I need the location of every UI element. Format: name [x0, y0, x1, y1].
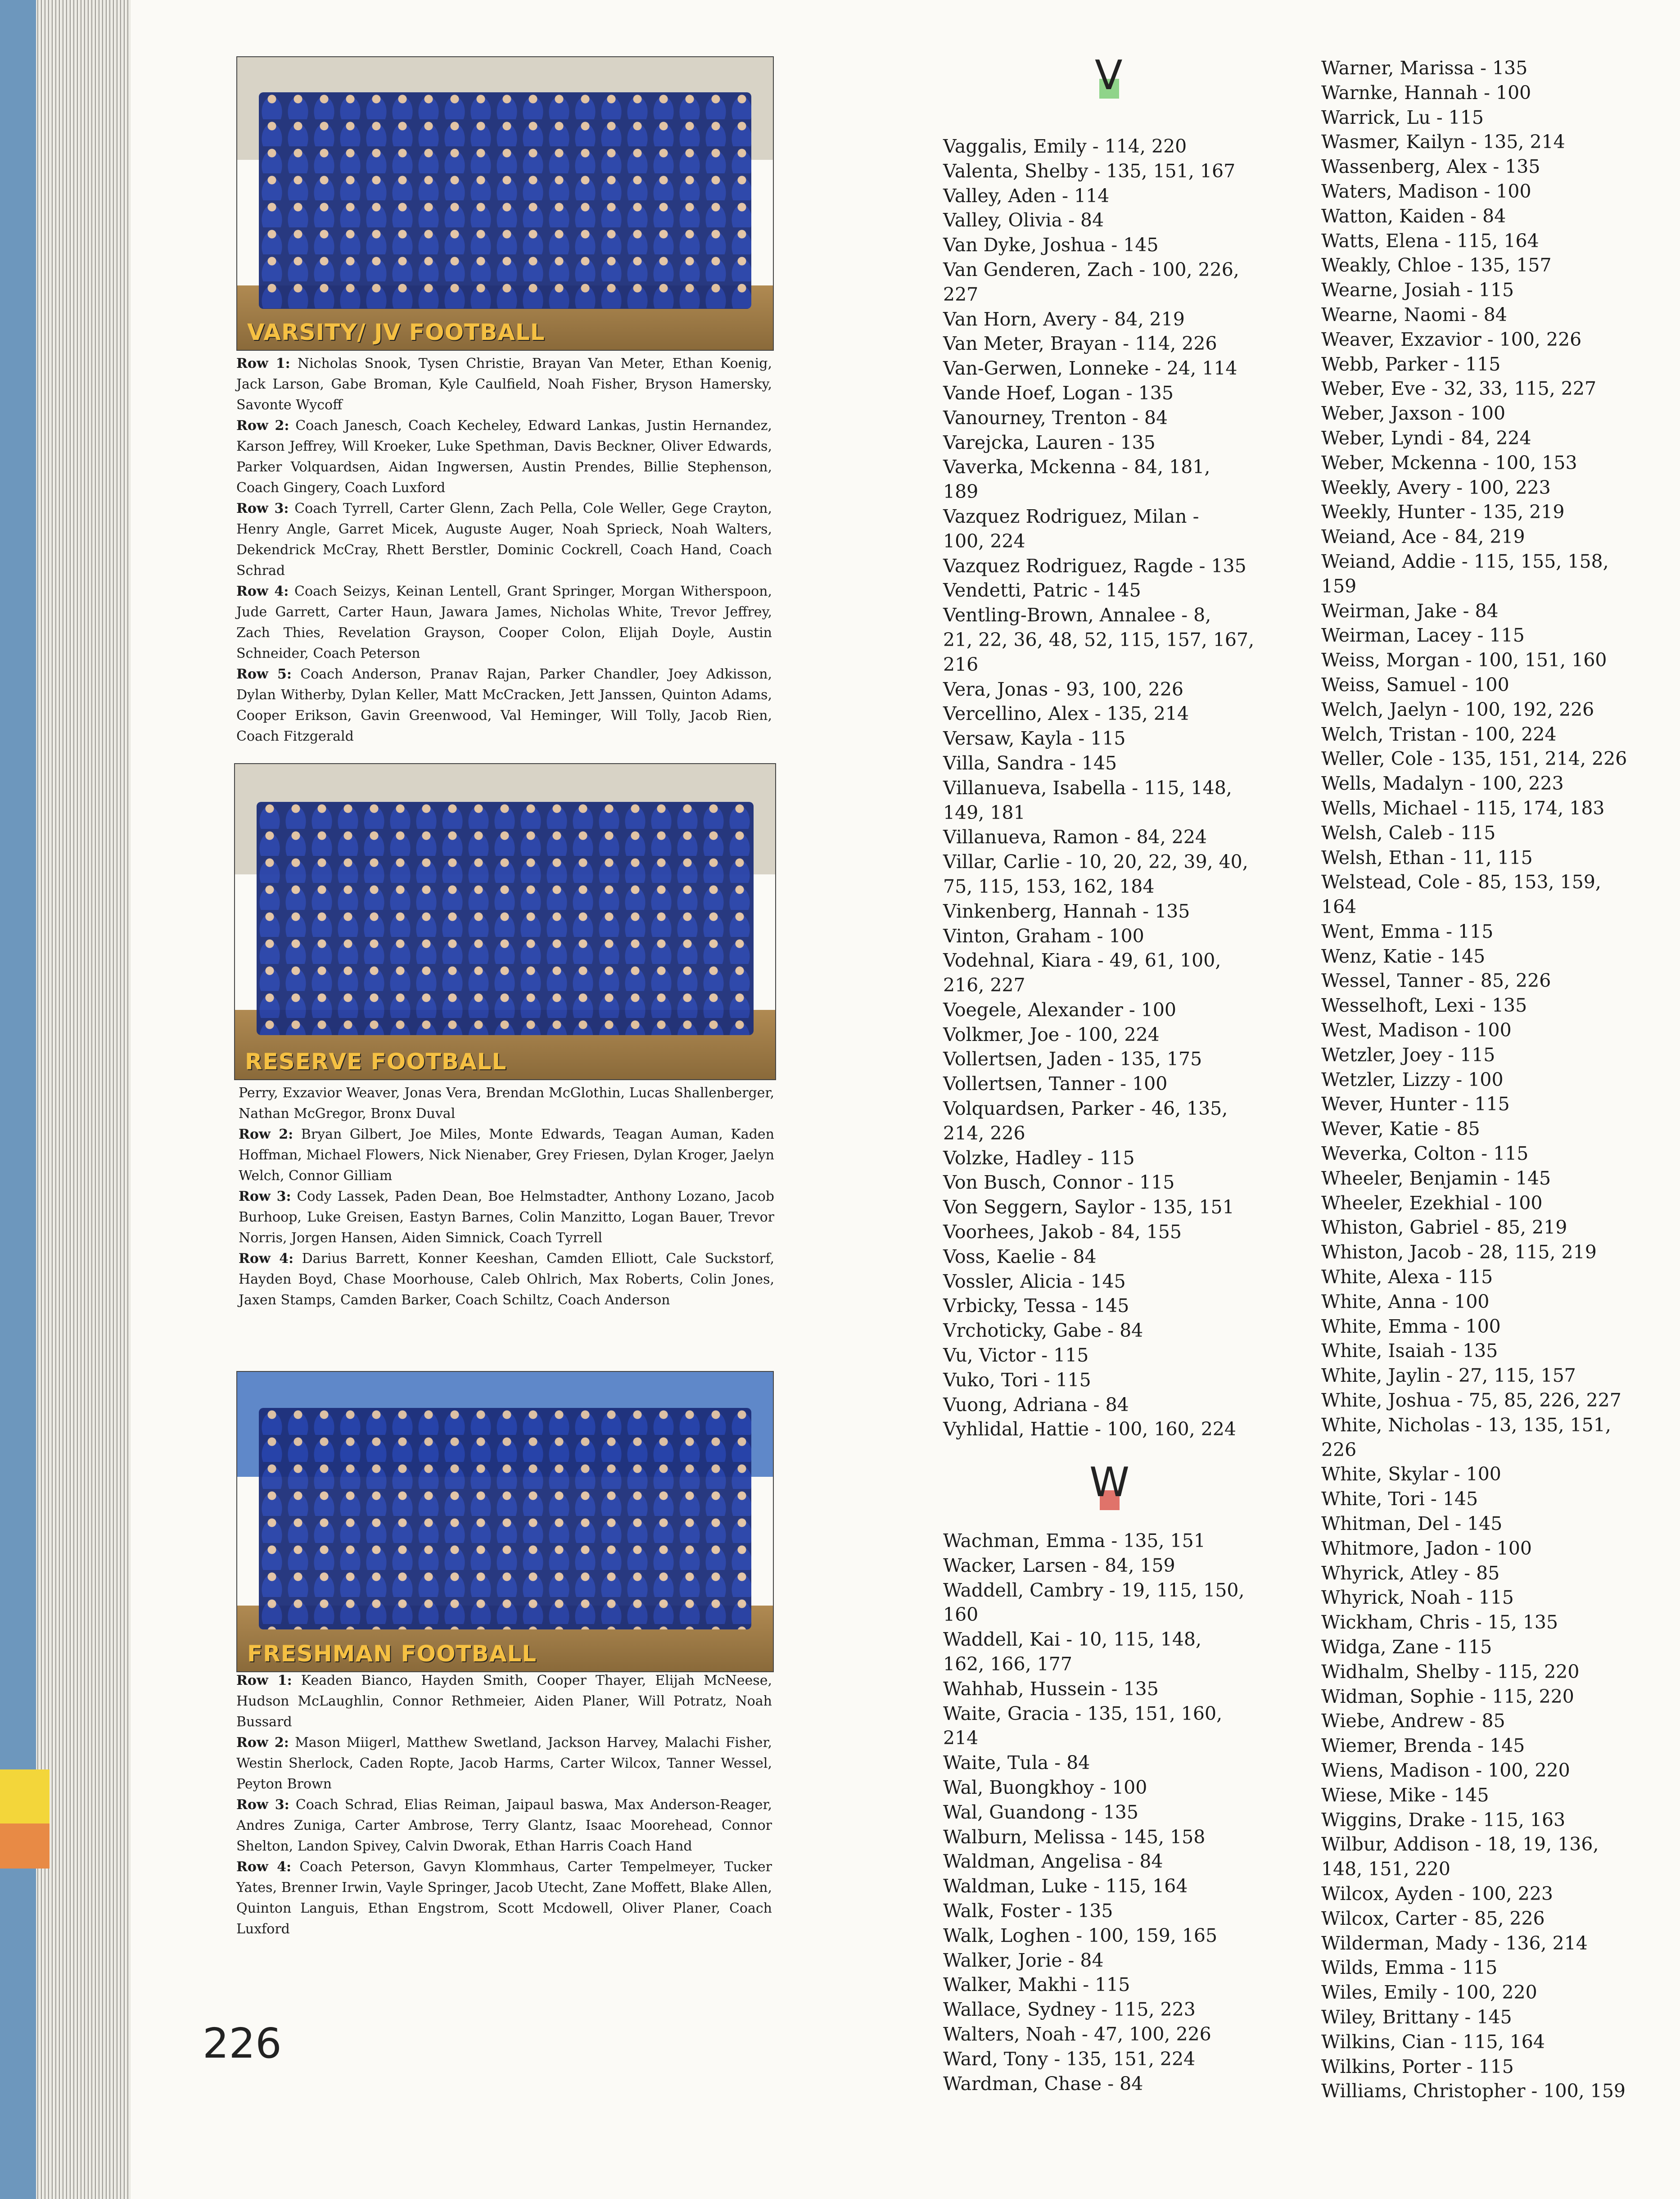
- index-entry: Wilkins, Porter - 115: [1321, 2055, 1514, 2077]
- index-entry: Weverka, Colton - 115: [1321, 1143, 1529, 1165]
- index-entry: Went, Emma - 115: [1321, 920, 1494, 942]
- index-entry: Vuko, Tori - 115: [943, 1369, 1091, 1391]
- index-entry: Weirman, Lacey - 115: [1321, 624, 1525, 647]
- index-entry: Wal, Buongkhoy - 100: [943, 1776, 1147, 1798]
- index-entry: Waite, Tula - 84: [943, 1752, 1090, 1774]
- index-column-v: [943, 134, 1312, 1442]
- index-entry: Versaw, Kayla - 115: [943, 728, 1126, 750]
- index-entry: White, Joshua - 75, 85, 226, 227: [1321, 1389, 1621, 1412]
- caption-row: Perry, Exzavior Weaver, Jonas Vera, Brendan McGlothin, Lucas Shallenberger, Nathan McGregor, Bronx Duval: [239, 1085, 774, 1122]
- index-entry: White, Emma - 100: [1321, 1315, 1501, 1337]
- index-entry: Wessel, Tanner - 85, 226: [1321, 970, 1551, 992]
- index-entry: White, Alexa - 115: [1321, 1266, 1493, 1288]
- index-entry: West, Madison - 100: [1321, 1019, 1512, 1041]
- index-entry: Wal, Guandong - 135: [943, 1801, 1138, 1823]
- caption-reserve: [239, 1083, 774, 1311]
- index-entry: Valley, Aden - 114: [943, 185, 1110, 207]
- index-entry: Valenta, Shelby - 135, 151, 167: [943, 160, 1236, 182]
- index-entry: Vodehnal, Kiara - 49, 61, 100,: [943, 950, 1221, 972]
- index-entry: Vyhlidal, Hattie - 100, 160, 224: [943, 1418, 1236, 1440]
- index-entry: Welch, Jaelyn - 100, 192, 226: [1321, 698, 1594, 720]
- index-entry: Wilderman, Mady - 136, 214: [1321, 1932, 1588, 1954]
- index-entry: Weakly, Chloe - 135, 157: [1321, 254, 1552, 276]
- index-entry: Waters, Madison - 100: [1321, 180, 1531, 202]
- index-entry: White, Jaylin - 27, 115, 157: [1321, 1365, 1576, 1387]
- index-entry: Whyrick, Atley - 85: [1321, 1562, 1500, 1584]
- index-entry: Von Seggern, Saylor - 135, 151: [943, 1196, 1234, 1218]
- index-entry: Weiss, Morgan - 100, 151, 160: [1321, 649, 1607, 671]
- index-entry: Vera, Jonas - 93, 100, 226: [943, 678, 1183, 700]
- team-title-reserve: RESERVE FOOTBALL: [245, 1049, 507, 1075]
- index-entry: Voegele, Alexander - 100: [943, 999, 1176, 1021]
- index-entry: Whiston, Jacob - 28, 115, 219: [1321, 1241, 1597, 1263]
- index-entry: Wahhab, Hussein - 135: [943, 1678, 1159, 1700]
- index-entry: 148, 151, 220: [1321, 1858, 1450, 1880]
- index-entry: Whitman, Del - 145: [1321, 1513, 1503, 1535]
- index-entry: Welsh, Caleb - 115: [1321, 822, 1496, 844]
- caption-row: Row 2: Coach Janesch, Coach Kecheley, Edward Lankas, Justin Hernandez, Karson Jeffrey, Will Kroeker, Luke Spethman, Davis Beckner, Oliver Edwards, Parker Volquardsen, Aidan Ingwersen, Austin Prendes, Billie Stephenson, Coach Gingery, Coach Luxford: [236, 418, 772, 496]
- index-entry: 227: [943, 283, 979, 305]
- index-entry: Wiens, Madison - 100, 220: [1321, 1759, 1570, 1781]
- index-entry: Weaver, Exzavior - 100, 226: [1321, 328, 1582, 350]
- index-entry: Webb, Parker - 115: [1321, 353, 1501, 375]
- index-entry: Wiebe, Andrew - 85: [1321, 1710, 1505, 1732]
- index-entry: Villa, Sandra - 145: [943, 752, 1117, 774]
- index-entry: Warnke, Hannah - 100: [1321, 81, 1531, 104]
- index-entry: Wever, Hunter - 115: [1321, 1093, 1510, 1115]
- team-photo-reserve: [234, 763, 776, 1080]
- index-entry: Wilbur, Addison - 18, 19, 136,: [1321, 1833, 1599, 1855]
- index-entry: Ward, Tony - 135, 151, 224: [943, 2048, 1196, 2070]
- index-entry: Waddell, Kai - 10, 115, 148,: [943, 1629, 1202, 1651]
- index-entry: Van Dyke, Joshua - 145: [943, 234, 1159, 256]
- index-entry: Weirman, Jake - 84: [1321, 600, 1499, 622]
- index-entry: Wenz, Katie - 145: [1321, 945, 1486, 967]
- caption-row: Row 3: Coach Schrad, Elias Reiman, Jaipaul baswa, Max Anderson-Reager, Andres Zuniga, Carter Ambrose, Terry Glantz, Isaac Moorehead, Connor Shelton, Landon Spivey, Calvin Dworak, Ethan Harris Coach Hand: [236, 1797, 772, 1854]
- index-entry: Waldman, Luke - 115, 164: [943, 1875, 1188, 1897]
- caption-varsity: [236, 353, 772, 747]
- index-entry: Von Busch, Connor - 115: [943, 1172, 1175, 1194]
- index-entry: Weiss, Samuel - 100: [1321, 674, 1509, 696]
- index-entry: Vercellino, Alex - 135, 214: [943, 703, 1189, 725]
- index-entry: Wiles, Emily - 100, 220: [1321, 1982, 1537, 2004]
- index-entry: Varejcka, Lauren - 135: [943, 431, 1156, 453]
- team-photo-freshman: [236, 1371, 774, 1672]
- team-title-freshman: FRESHMAN FOOTBALL: [247, 1641, 537, 1667]
- caption-row: Row 3: Coach Tyrrell, Carter Glenn, Zach Pella, Cole Weller, Gege Crayton, Henry Angle, Garret Micek, Auguste Auger, Noah Sprieck, Noah Walters, Dekendrick McCray, Rhett Berstler, Dominic Cockrell, Coach Hand, Coach Schrad: [236, 501, 772, 579]
- index-entry: 75, 115, 153, 162, 184: [943, 875, 1155, 897]
- index-entry: Wetzler, Lizzy - 100: [1321, 1068, 1504, 1090]
- index-entry: 214: [943, 1727, 979, 1749]
- index-entry: Warner, Marissa - 135: [1321, 57, 1528, 79]
- index-entry: Watton, Kaiden - 84: [1321, 205, 1506, 227]
- index-entry: Valley, Olivia - 84: [943, 209, 1104, 231]
- index-entry: Walters, Noah - 47, 100, 226: [943, 2023, 1211, 2045]
- index-entry: Weller, Cole - 135, 151, 214, 226: [1321, 748, 1627, 770]
- index-entry: Waddell, Cambry - 19, 115, 150,: [943, 1579, 1245, 1601]
- index-entry: Whiston, Gabriel - 85, 219: [1321, 1217, 1567, 1239]
- index-entry: Wiese, Mike - 145: [1321, 1784, 1489, 1806]
- index-entry: Villar, Carlie - 10, 20, 22, 39, 40,: [943, 851, 1248, 873]
- index-entry: 159: [1321, 575, 1357, 597]
- index-entry: Weber, Jaxson - 100: [1321, 403, 1506, 425]
- index-entry: Weekly, Hunter - 135, 219: [1321, 501, 1565, 523]
- index-entry: Villanueva, Isabella - 115, 148,: [943, 777, 1232, 799]
- index-entry: Wickham, Chris - 15, 135: [1321, 1611, 1558, 1633]
- index-entry: Voss, Kaelie - 84: [943, 1245, 1097, 1267]
- index-entry: Vazquez Rodriguez, Milan -: [943, 505, 1199, 527]
- index-entry: Volkmer, Joe - 100, 224: [943, 1023, 1160, 1045]
- index-entry: Wiley, Brittany - 145: [1321, 2006, 1512, 2028]
- index-entry: Vossler, Alicia - 145: [943, 1270, 1126, 1292]
- index-entry: 214, 226: [943, 1122, 1025, 1144]
- index-entry: Vu, Victor - 115: [943, 1344, 1089, 1366]
- index-entry: Voorhees, Jakob - 84, 155: [943, 1221, 1182, 1243]
- index-entry: White, Isaiah - 135: [1321, 1340, 1498, 1362]
- index-entry: Wells, Madalyn - 100, 223: [1321, 773, 1564, 795]
- caption-row: Row 2: Bryan Gilbert, Joe Miles, Monte Edwards, Teagan Auman, Kaden Hoffman, Michael Flowers, Nick Nienaber, Grey Friesen, Dylan Kroger, Jaelyn Welch, Connor Gilliam: [239, 1127, 774, 1184]
- caption-freshman: [236, 1670, 772, 1940]
- index-entry: Vollertsen, Jaden - 135, 175: [943, 1048, 1202, 1070]
- index-entry: Wever, Katie - 85: [1321, 1118, 1480, 1140]
- index-entry: Wilkins, Cian - 115, 164: [1321, 2031, 1545, 2053]
- index-entry: Whitmore, Jadon - 100: [1321, 1537, 1532, 1559]
- index-entry: Wasmer, Kailyn - 135, 214: [1321, 131, 1565, 153]
- index-entry: Vrbicky, Tessa - 145: [943, 1295, 1129, 1317]
- index-entry: 226: [1321, 1439, 1357, 1461]
- caption-row: Row 4: Darius Barrett, Konner Keeshan, Camden Elliott, Cale Suckstorf, Hayden Boyd, Chase Moorhouse, Caleb Ohlrich, Max Roberts, Colin Jones, Jaxen Stamps, Camden Barker, Coach Schiltz, Coach Anderson: [239, 1251, 774, 1308]
- index-entry: Wallace, Sydney - 115, 223: [943, 1999, 1196, 2021]
- index-entry: Waite, Gracia - 135, 151, 160,: [943, 1702, 1223, 1724]
- index-entry: White, Tori - 145: [1321, 1488, 1478, 1510]
- caption-row: Row 4: Coach Peterson, Gavyn Klommhaus, Carter Tempelmeyer, Tucker Yates, Brenner Irwin, Vayle Springer, Jacob Utecht, Zane Moffett, Blake Allen, Quinton Languis, Ethan Engstrom, Scott Mcdowell, Oliver Planer, Coach Luxford: [236, 1859, 772, 1937]
- index-entry: Weiand, Ace - 84, 219: [1321, 526, 1525, 548]
- index-entry: Vollertsen, Tanner - 100: [943, 1073, 1168, 1095]
- team-title-varsity: VARSITY/ JV FOOTBALL: [247, 319, 545, 345]
- index-entry: White, Anna - 100: [1321, 1290, 1490, 1312]
- index-column-w: [943, 1529, 1312, 2096]
- index-entry: Wacker, Larsen - 84, 159: [943, 1554, 1175, 1576]
- index-entry: Van Meter, Brayan - 114, 226: [943, 333, 1217, 355]
- index-entry: Wassenberg, Alex - 135: [1321, 156, 1540, 178]
- index-entry: Vuong, Adriana - 84: [943, 1394, 1129, 1416]
- index-entry: Wiggins, Drake - 115, 163: [1321, 1809, 1566, 1831]
- index-entry: Walker, Jorie - 84: [943, 1949, 1104, 1971]
- index-entry: Walburn, Melissa - 145, 158: [943, 1826, 1206, 1848]
- page-edges: [36, 0, 131, 2199]
- index-entry: Wearne, Josiah - 115: [1321, 279, 1514, 301]
- index-entry: Van Horn, Avery - 84, 219: [943, 308, 1185, 330]
- index-entry: Volzke, Hadley - 115: [943, 1147, 1135, 1169]
- index-entry: Wiemer, Brenda - 145: [1321, 1735, 1525, 1757]
- index-entry: 216, 227: [943, 974, 1025, 996]
- index-entry: 162, 166, 177: [943, 1653, 1072, 1675]
- index-entry: Vrchoticky, Gabe - 84: [943, 1320, 1143, 1342]
- caption-row: Row 1: Nicholas Snook, Tysen Christie, Brayan Van Meter, Ethan Koenig, Jack Larson, Gabe Broman, Kyle Caulfield, Noah Fisher, Bryson Hamersky, Savonte Wycoff: [236, 356, 772, 413]
- index-entry: 149, 181: [943, 801, 1025, 823]
- index-entry: Welstead, Cole - 85, 153, 159,: [1321, 871, 1601, 893]
- caption-row: Row 4: Coach Seizys, Keinan Lentell, Grant Springer, Morgan Witherspoon, Jude Garrett, Carter Haun, Jawara James, Nicholas White, Trevor Jeffrey, Zach Thies, Revelation Grayson, Cooper Colon, Elijah Doyle, Austin Schneider, Coach Peterson: [236, 584, 772, 661]
- index-entry: 100, 224: [943, 530, 1025, 552]
- index-entry: Wheeler, Ezekhial - 100: [1321, 1192, 1543, 1214]
- caption-row: Row 2: Mason Miigerl, Matthew Swetland, Jackson Harvey, Malachi Fisher, Westin Sherlock, Caden Ropte, Jacob Harms, Carter Wilcox, Tanner Wessel, Peyton Brown: [236, 1735, 772, 1792]
- index-entry: 160: [943, 1604, 979, 1626]
- index-entry: Vande Hoef, Logan - 135: [943, 382, 1174, 404]
- index-entry: Welsh, Ethan - 11, 115: [1321, 846, 1533, 869]
- caption-row: Row 5: Coach Anderson, Pranav Rajan, Parker Chandler, Joey Adkisson, Dylan Witherby, Dylan Keller, Matt McCracken, Jett Janssen, Quinton Adams, Cooper Erikson, Gavin Greenwood, Val Heminger, Will Tolly, Jacob Rien, Coach Fitzgerald: [236, 666, 772, 744]
- index-entry: Widman, Sophie - 115, 220: [1321, 1685, 1574, 1707]
- index-entry: Wilds, Emma - 115: [1321, 1957, 1498, 1979]
- index-entry: Welch, Tristan - 100, 224: [1321, 723, 1557, 745]
- caption-row: Row 1: Keaden Bianco, Hayden Smith, Cooper Thayer, Elijah McNeese, Hudson McLaughlin, Connor Rethmeier, Aiden Planer, Will Potratz, Noah Bussard: [236, 1673, 772, 1730]
- index-entry: Vaverka, Mckenna - 84, 181,: [943, 456, 1210, 478]
- index-entry: Wachman, Emma - 135, 151: [943, 1530, 1206, 1552]
- index-entry: Vendetti, Patric - 145: [943, 579, 1141, 602]
- index-entry: Walker, Makhi - 115: [943, 1974, 1130, 1996]
- index-entry: Wearne, Naomi - 84: [1321, 303, 1507, 326]
- index-entry: Weber, Mckenna - 100, 153: [1321, 452, 1577, 474]
- index-entry: Wilcox, Ayden - 100, 223: [1321, 1882, 1554, 1905]
- index-entry: Whyrick, Noah - 115: [1321, 1587, 1514, 1609]
- index-letter-v: V: [1095, 52, 1123, 99]
- team-photo-varsity: [236, 56, 774, 351]
- index-entry: Vinkenberg, Hannah - 135: [943, 900, 1190, 922]
- index-entry: Widga, Zane - 115: [1321, 1636, 1492, 1658]
- index-entry: Van-Gerwen, Lonneke - 24, 114: [943, 357, 1237, 380]
- index-entry: Vanourney, Trenton - 84: [943, 407, 1168, 429]
- orange-stripe: [0, 1823, 50, 1869]
- index-entry: Widhalm, Shelby - 115, 220: [1321, 1661, 1580, 1683]
- index-entry: White, Nicholas - 13, 135, 151,: [1321, 1414, 1611, 1436]
- index-entry: Walk, Loghen - 100, 159, 165: [943, 1924, 1218, 1946]
- index-entry: Wardman, Chase - 84: [943, 2072, 1143, 2095]
- index-entry: White, Skylar - 100: [1321, 1463, 1501, 1485]
- index-column-w-continued: [1321, 56, 1672, 2104]
- index-entry: Wesselhoft, Lexi - 135: [1321, 995, 1527, 1017]
- index-entry: Weekly, Avery - 100, 223: [1321, 476, 1551, 498]
- index-entry: Wetzler, Joey - 115: [1321, 1044, 1495, 1066]
- index-entry: Weber, Lyndi - 84, 224: [1321, 427, 1531, 449]
- index-entry: Vazquez Rodriguez, Ragde - 135: [943, 555, 1246, 577]
- book-spine: [0, 0, 36, 2199]
- page-number: 226: [203, 2019, 282, 2068]
- index-entry: Watts, Elena - 115, 164: [1321, 230, 1539, 252]
- index-entry: Wheeler, Benjamin - 145: [1321, 1167, 1551, 1189]
- index-entry: 21, 22, 36, 48, 52, 115, 157, 167,: [943, 629, 1255, 651]
- index-entry: Warrick, Lu - 115: [1321, 106, 1484, 128]
- index-entry: Weiand, Addie - 115, 155, 158,: [1321, 550, 1609, 572]
- index-entry: Vinton, Graham - 100: [943, 925, 1144, 947]
- index-entry: Volquardsen, Parker - 46, 135,: [943, 1098, 1228, 1120]
- index-letter-w: W: [1089, 1459, 1129, 1506]
- index-entry: Williams, Christopher - 100, 159: [1321, 2080, 1626, 2102]
- caption-row: Row 3: Cody Lassek, Paden Dean, Boe Helmstadter, Anthony Lozano, Jacob Burhoop, Luke Greisen, Eastyn Barnes, Colin Manzitto, Logan Bauer, Trevor Norris, Jorgen Hansen, Aiden Simnick, Coach Tyrrell: [239, 1189, 774, 1246]
- index-entry: Van Genderen, Zach - 100, 226,: [943, 258, 1239, 281]
- index-entry: Vaggalis, Emily - 114, 220: [943, 136, 1187, 157]
- index-entry: 189: [943, 481, 979, 503]
- index-entry: Villanueva, Ramon - 84, 224: [943, 826, 1207, 848]
- index-entry: 216: [943, 653, 979, 675]
- index-entry: Waldman, Angelisa - 84: [943, 1851, 1163, 1873]
- index-entry: Wilcox, Carter - 85, 226: [1321, 1907, 1545, 1929]
- index-entry: Walk, Foster - 135: [943, 1900, 1113, 1922]
- yellow-stripe: [0, 1769, 50, 1823]
- index-entry: Weber, Eve - 32, 33, 115, 227: [1321, 378, 1597, 400]
- index-entry: Ventling-Brown, Annalee - 8,: [943, 604, 1211, 626]
- index-entry: Wells, Michael - 115, 174, 183: [1321, 797, 1605, 819]
- index-entry: 164: [1321, 896, 1357, 918]
